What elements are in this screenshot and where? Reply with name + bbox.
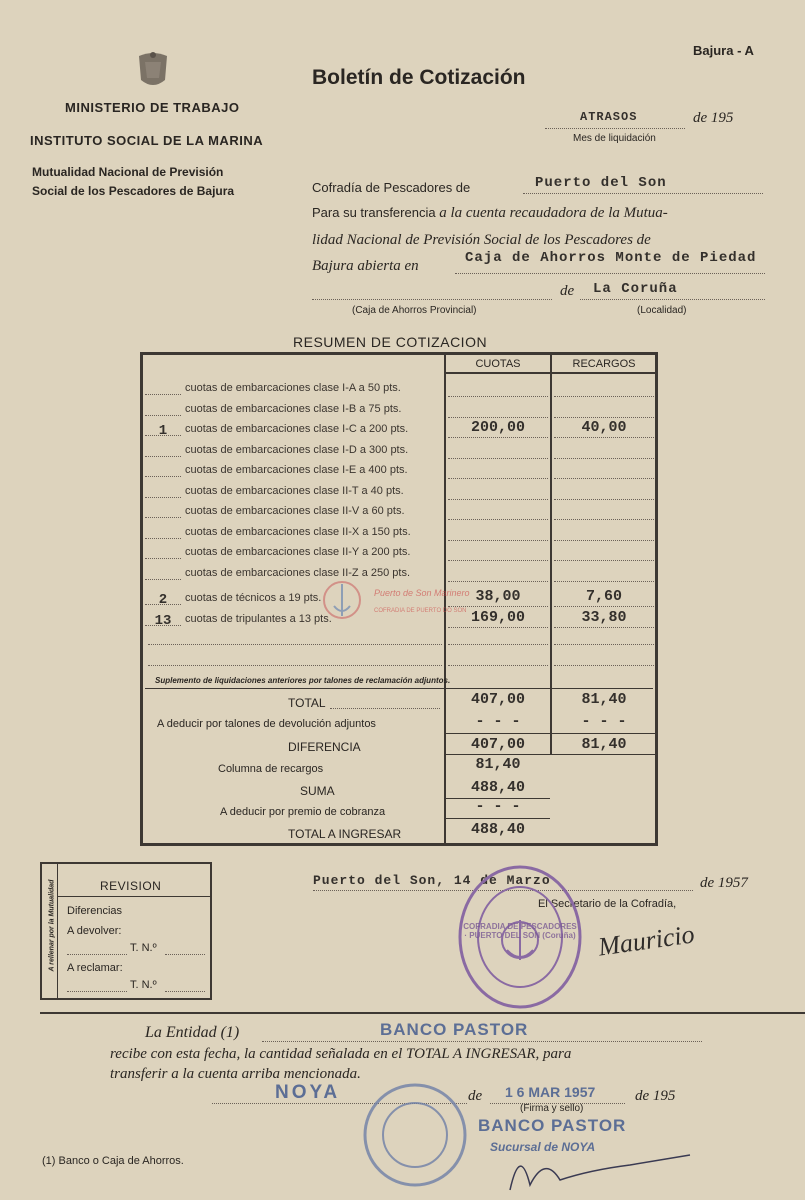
row-cuotas-line: [448, 477, 548, 479]
premio-value: - - -: [475, 798, 521, 815]
localidad-caption: (Localidad): [637, 305, 687, 316]
row-label: cuotas de embarcaciones clase I-A a 50 pts.: [185, 382, 401, 394]
transfer-bold: Para su transferencia: [312, 205, 436, 220]
caja-value: Caja de Ahorros Monte de Piedad: [465, 250, 757, 266]
transfer-label: [312, 205, 668, 222]
premio-rule: [446, 818, 550, 819]
row-count: [145, 526, 181, 539]
row-cuotas-line: [448, 395, 548, 397]
mutualidad-line2: Social de los Pescadores de Bajura: [32, 184, 235, 198]
row-label: cuotas de embarcaciones clase II-V a 60 pts.: [185, 505, 405, 517]
firma-sello: (Firma y sello): [520, 1103, 584, 1114]
row-recargos-line: [554, 605, 654, 607]
suplemento-rule: [145, 688, 653, 689]
blank-row-line-2: [148, 664, 442, 666]
revision-side-divider: [57, 862, 58, 1000]
faint-stamp-line1: Puerto de Son Marinero: [374, 588, 470, 598]
section-divider: [40, 1012, 805, 1014]
columna-label: Columna de recargos: [218, 763, 324, 775]
blank-row-line: [148, 643, 442, 645]
row-cuotas-line: [448, 498, 548, 500]
row-cuotas: 38,00: [475, 588, 521, 605]
secretario-label: El Secretario de la Cofradía,: [538, 898, 677, 910]
transfer-text1: a la cuenta recaudadora de la Mutua-: [439, 205, 668, 221]
columna-value: 81,40: [475, 756, 521, 773]
row-recargos-line: [554, 395, 654, 397]
deducir-rule: [446, 733, 656, 734]
revision-title: REVISION: [100, 879, 162, 893]
diferencia-recargos: 81,40: [581, 736, 627, 753]
suplemento-label: Suplemento de liquidaciones anteriores por talones de reclamación adjuntos.: [155, 676, 451, 685]
caja-caption: (Caja de Ahorros Provincial): [352, 305, 477, 316]
row-count: 2: [145, 592, 181, 605]
faint-stamp: [312, 570, 512, 630]
row-count: 1: [145, 423, 181, 436]
place-date: Puerto del Son, 14 de Marzo: [313, 873, 551, 888]
row-label: cuotas de embarcaciones clase I-C a 200 pts.: [185, 423, 409, 435]
resumen-title: RESUMEN DE COTIZACION: [293, 334, 488, 350]
mes-caption: Mes de liquidación: [573, 133, 656, 144]
faint-stamp-line2: COFRADIA DE PUERTO DO SON: [374, 608, 467, 614]
row-cuotas-line: [448, 436, 548, 438]
entidad-label: La Entidad (1): [145, 1024, 240, 1041]
bank-round-stamp: [360, 1080, 470, 1190]
caja-field: [455, 272, 765, 274]
page-title: Boletín de Cotización: [312, 66, 526, 89]
year-1957: de 1957: [700, 875, 748, 891]
row-cuotas: 169,00: [470, 608, 525, 626]
row-recargos-line: [554, 518, 654, 520]
transfer-text3: Bajura abierta en: [312, 258, 419, 274]
ingresar-label: TOTAL A INGRESAR: [288, 827, 402, 841]
entidad-place: NOYA: [275, 1082, 341, 1103]
entidad-text2: transferir a la cuenta arriba mencionada.: [110, 1066, 361, 1082]
devolver-tn: T. N.º: [130, 942, 157, 954]
row-label: cuotas de embarcaciones clase II-Z a 250 pts.: [185, 566, 411, 579]
diferencia-rule: [446, 754, 656, 755]
row-count: [145, 505, 181, 518]
blank-row-recargos-2: [554, 664, 654, 666]
cofradia-value: Puerto del Son: [535, 175, 667, 191]
localidad-value: La Coruña: [593, 281, 678, 297]
row-cuotas-line: [448, 559, 548, 561]
bank-signature-icon: [490, 1135, 700, 1195]
mutualidad-line1: Mutualidad Nacional de Previsión: [32, 165, 224, 179]
row-label: cuotas de técnicos a 19 pts.: [185, 592, 322, 604]
row-recargos-line: [554, 580, 654, 582]
mes-value: ATRASOS: [580, 110, 638, 124]
col-cuotas-header: CUOTAS: [475, 358, 521, 370]
row-count: [145, 382, 181, 395]
ministerio-label: MINISTERIO DE TRABAJO: [65, 100, 240, 115]
suma-value: 488,40: [470, 779, 525, 796]
instituto-label: INSTITUTO SOCIAL DE LA MARINA: [30, 133, 264, 148]
row-label: cuotas de embarcaciones clase I-E a 400 pts.: [185, 464, 408, 476]
blank-row-cuotas-2: [448, 664, 548, 666]
devolver-tn-line: [165, 953, 205, 955]
reclamar-line: [67, 990, 127, 992]
row-count: [145, 444, 181, 457]
row-count: 13: [145, 613, 181, 626]
header-divider: [444, 372, 656, 374]
caja-line: [312, 298, 552, 300]
total-dots: [330, 707, 440, 709]
deducir-label: A deducir por talones de devolución adjuntos: [157, 718, 376, 730]
diferencia-cuotas: 407,00: [470, 736, 525, 753]
row-label: cuotas de tripulantes a 13 pts.: [185, 612, 332, 625]
total-recargos: 81,40: [581, 691, 627, 708]
row-recargos-line: [554, 626, 654, 628]
revision-side-label: A rellenar por la Mutualidad: [48, 879, 56, 972]
cofradia-field: [523, 192, 763, 194]
total-cuotas: 407,00: [470, 691, 525, 708]
row-recargos: 33,80: [581, 608, 627, 626]
bank-stamp-name: BANCO PASTOR: [478, 1116, 627, 1135]
coat-of-arms-icon: [135, 50, 171, 92]
entidad-text1: recibe con esta fecha, la cantidad señalada en el TOTAL A INGRESAR, para: [110, 1046, 572, 1062]
row-recargos-line: [554, 539, 654, 541]
row-count: [145, 403, 181, 416]
row-count: [145, 485, 181, 498]
revision-title-rule: [58, 896, 210, 897]
reclamar-label: A reclamar:: [67, 962, 123, 974]
total-label: TOTAL: [288, 696, 326, 710]
row-label: cuotas de embarcaciones clase II-T a 40 pts.: [185, 484, 404, 497]
row-recargos-line: [554, 436, 654, 438]
row-count: [145, 546, 181, 559]
bajura-label: Bajura - A: [693, 43, 754, 58]
cofradia-label: Cofradía de Pescadores de: [312, 180, 471, 195]
reclamar-tn: T. N.º: [130, 979, 157, 991]
cofradia-stamp-text: COFRADIA DE PESCADORES · PUERTO DEL SON (Coruña): [463, 922, 577, 940]
row-recargos-line: [554, 559, 654, 561]
year-label: de 195: [693, 110, 734, 126]
row-label: cuotas de embarcaciones clase II-Y a 200 pts.: [185, 546, 411, 558]
diferencia-label: DIFERENCIA: [288, 740, 361, 754]
de-label: de: [560, 283, 575, 299]
blank-row-recargos: [554, 643, 654, 645]
localidad-field: [580, 298, 765, 300]
premio-label: A deducir por premio de cobranza: [220, 806, 386, 818]
reclamar-tn-line: [165, 990, 205, 992]
row-recargos: 7,60: [585, 588, 622, 605]
row-label: cuotas de embarcaciones clase I-B a 75 pts.: [185, 402, 402, 415]
row-count: [145, 567, 181, 580]
col-recargos-header: RECARGOS: [572, 358, 636, 370]
row-cuotas-line: [448, 518, 548, 520]
row-count: [145, 464, 181, 477]
row-recargos: 40,00: [581, 419, 627, 436]
row-cuotas-line: [448, 539, 548, 541]
row-cuotas: 200,00: [470, 419, 525, 436]
row-recargos-line: [554, 416, 654, 418]
date-stamp: 1 6 MAR 1957: [505, 1084, 596, 1100]
footnote: (1) Banco o Caja de Ahorros.: [42, 1155, 184, 1167]
row-recargos-line: [554, 457, 654, 459]
row-cuotas-line: [448, 416, 548, 418]
secretario-signature: Mauricio: [596, 919, 697, 962]
row-label: cuotas de embarcaciones clase I-D a 300 pts.: [185, 443, 409, 456]
deducir-recargos: - - -: [581, 713, 627, 730]
entidad-de1: de: [468, 1088, 483, 1104]
row-recargos-line: [554, 498, 654, 500]
row-cuotas-line: [448, 457, 548, 459]
ingresar-value: 488,40: [470, 821, 525, 838]
row-recargos-line: [554, 477, 654, 479]
row-label: cuotas de embarcaciones clase II-X a 150 pts.: [185, 525, 411, 538]
blank-row-cuotas: [448, 643, 548, 645]
entidad-line: [262, 1040, 702, 1042]
devolver-label: A devolver:: [67, 925, 122, 937]
deducir-cuotas: - - -: [475, 713, 521, 730]
transfer-text2: lidad Nacional de Previsión Social de los Pescadores de: [312, 232, 651, 248]
suma-label: SUMA: [300, 784, 335, 798]
devolver-line: [67, 953, 127, 955]
bank-stamp-branch: Sucursal de NOYA: [490, 1140, 596, 1154]
entidad-value: BANCO PASTOR: [380, 1020, 529, 1039]
diferencias-label: Diferencias: [67, 905, 123, 917]
entidad-de2: de 195: [635, 1088, 676, 1104]
cofradia-stamp: [455, 862, 585, 1012]
